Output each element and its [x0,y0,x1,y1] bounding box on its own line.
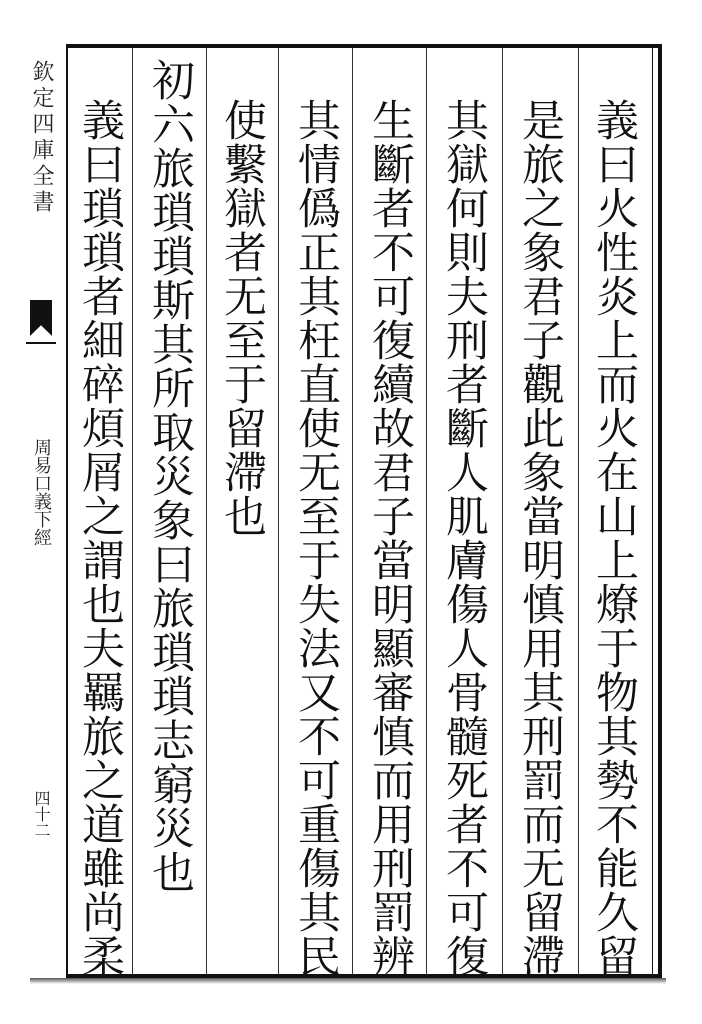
text-column-7: 初六旅瑣瑣斯其所取災象曰旅瑣瑣志窮災也 [145,58,195,894]
column-divider [578,48,579,974]
margin-book-title: 周易口義下經 [31,438,52,546]
text-column-2: 是旅之象君子觀此象當明慎用其刑罰而无留滯 [515,98,565,978]
margin-page-number: 四十二 [32,790,51,838]
column-divider [278,48,279,974]
column-divider [206,48,207,974]
page-bottom-shadow [30,978,666,984]
frame-inner-right-border [652,44,653,978]
column-divider [352,48,353,974]
text-column-3: 其獄何則夫刑者斷人肌膚傷人骨髓死者不可復 [439,98,489,978]
fishtail-rule [26,342,56,344]
column-divider [426,48,427,974]
text-column-6: 使繫獄者无至于留滯也 [217,98,267,538]
text-column-8: 義曰瑣瑣者細碎煩屑之謂也夫羈旅之道雖尚柔 [75,98,125,978]
column-divider [502,48,503,974]
frame-left-border [66,44,68,978]
margin-collection-title: 欽定四庫全書 [29,60,54,216]
text-column-4: 生斷者不可復續故君子當明顯審慎而用刑罰辨 [365,98,415,978]
column-divider [132,48,133,974]
text-column-5: 其情僞正其枉直使无至于失法又不可重傷其民 [291,98,341,978]
text-column-1: 義曰火性炎上而火在山上燎于物其勢不能久留 [589,98,639,978]
